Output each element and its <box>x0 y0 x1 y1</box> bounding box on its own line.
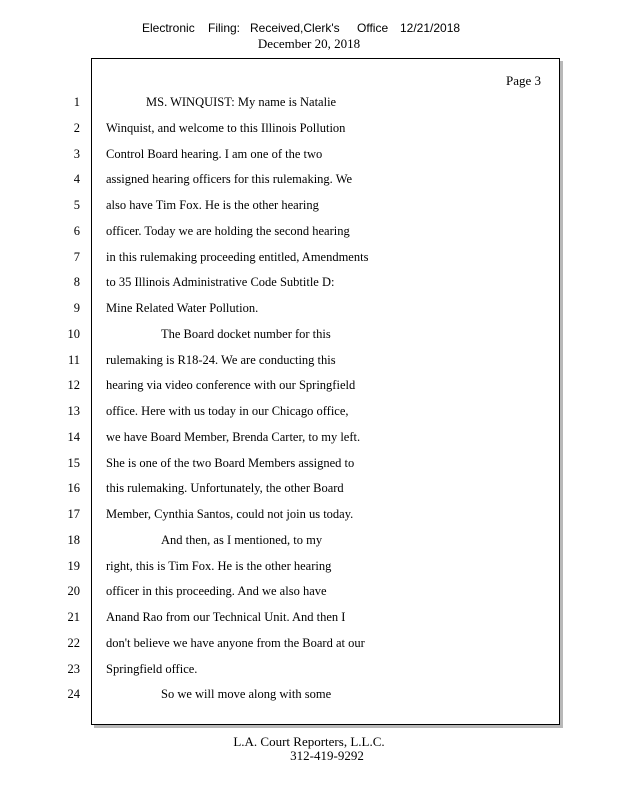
line-text: right, this is Tim Fox. He is the other hearing <box>106 559 332 573</box>
filing-word-filing: Filing: <box>208 21 241 35</box>
line-text: Mine Related Water Pollution. <box>106 301 259 315</box>
transcript-line <box>0 533 618 553</box>
transcript-line <box>0 121 618 141</box>
line-number: 3 <box>73 147 80 161</box>
filing-word-received: Received,Clerk's <box>250 21 340 35</box>
page-number: Page 3 <box>505 73 541 88</box>
line-number: 5 <box>73 198 80 212</box>
filing-stamp <box>0 21 618 37</box>
line-text: And then, as I mentioned, to my <box>161 533 323 547</box>
line-number: 9 <box>73 301 80 315</box>
line-text: Member, Cynthia Santos, could not join us today. <box>106 507 354 521</box>
line-number: 4 <box>73 172 80 186</box>
transcript-line <box>0 430 618 450</box>
line-number: 17 <box>67 507 80 521</box>
transcript-line <box>0 404 618 424</box>
line-number: 8 <box>73 275 80 289</box>
transcript-line <box>0 636 618 656</box>
line-text: don't believe we have anyone from the Board at our <box>106 636 365 650</box>
line-text: officer. Today we are holding the second hearing <box>106 224 350 238</box>
line-number: 20 <box>67 584 80 598</box>
line-text: MS. WINQUIST: My name is Natalie <box>146 95 337 109</box>
line-text: Winquist, and welcome to this Illinois Pollution <box>106 121 346 135</box>
filing-word-electronic: Electronic <box>142 21 195 35</box>
line-number: 10 <box>67 327 80 341</box>
line-number: 21 <box>67 610 80 624</box>
line-number: 23 <box>67 662 80 676</box>
line-text: this rulemaking. Unfortunately, the other Board <box>106 481 344 495</box>
line-text: Springfield office. <box>106 662 198 676</box>
transcript-line <box>0 95 618 115</box>
transcript-line <box>0 353 618 373</box>
transcript-line <box>0 172 618 192</box>
transcript-line <box>0 687 618 707</box>
line-number: 11 <box>67 353 80 367</box>
line-number: 16 <box>67 481 80 495</box>
transcript-line <box>0 250 618 270</box>
line-number: 13 <box>67 404 80 418</box>
line-text: office. Here with us today in our Chicago office, <box>106 404 349 418</box>
transcript-line <box>0 378 618 398</box>
line-number: 1 <box>73 95 80 109</box>
line-number: 7 <box>73 250 80 264</box>
line-text: So we will move along with some <box>161 687 332 701</box>
line-number: 6 <box>73 224 80 238</box>
hearing-date: December 20, 2018 <box>257 36 361 51</box>
transcript-line <box>0 584 618 604</box>
line-text: in this rulemaking proceeding entitled, Amendments <box>106 250 369 264</box>
line-text: rulemaking is R18-24. We are conducting this <box>106 353 336 367</box>
transcript-line <box>0 481 618 501</box>
line-number: 22 <box>67 636 80 650</box>
transcript-line <box>0 610 618 630</box>
line-text: we have Board Member, Brenda Carter, to my left. <box>106 430 361 444</box>
transcript-line <box>0 327 618 347</box>
transcript-line <box>0 507 618 527</box>
transcript-line <box>0 456 618 476</box>
line-text: Anand Rao from our Technical Unit. And then I <box>106 610 346 624</box>
transcript-line <box>0 662 618 682</box>
transcript-line <box>0 559 618 579</box>
line-number: 18 <box>67 533 80 547</box>
filing-date: 12/21/2018 <box>400 21 461 35</box>
line-text: The Board docket number for this <box>161 327 331 341</box>
transcript-line <box>0 224 618 244</box>
filing-word-office: Office <box>357 21 389 35</box>
line-number: 19 <box>67 559 80 573</box>
line-number: 14 <box>67 430 80 444</box>
line-text: hearing via video conference with our Springfield <box>106 378 356 392</box>
transcript-line <box>0 301 618 321</box>
line-number: 2 <box>73 121 80 135</box>
transcript-line <box>0 275 618 295</box>
line-text: also have Tim Fox. He is the other hearing <box>106 198 319 212</box>
line-text: Control Board hearing. I am one of the two <box>106 147 323 161</box>
line-text: officer in this proceeding. And we also have <box>106 584 327 598</box>
line-number: 24 <box>67 687 80 701</box>
line-text: She is one of the two Board Members assigned to <box>106 456 355 470</box>
line-number: 15 <box>67 456 80 470</box>
reporter-company: L.A. Court Reporters, L.L.C. <box>233 734 385 749</box>
line-text: assigned hearing officers for this rulemaking. We <box>106 172 353 186</box>
reporter-phone: 312-419-9292 <box>290 748 364 763</box>
line-text: to 35 Illinois Administrative Code Subtitle D: <box>106 275 335 289</box>
transcript-line <box>0 198 618 218</box>
transcript-line <box>0 147 618 167</box>
line-number: 12 <box>67 378 80 392</box>
